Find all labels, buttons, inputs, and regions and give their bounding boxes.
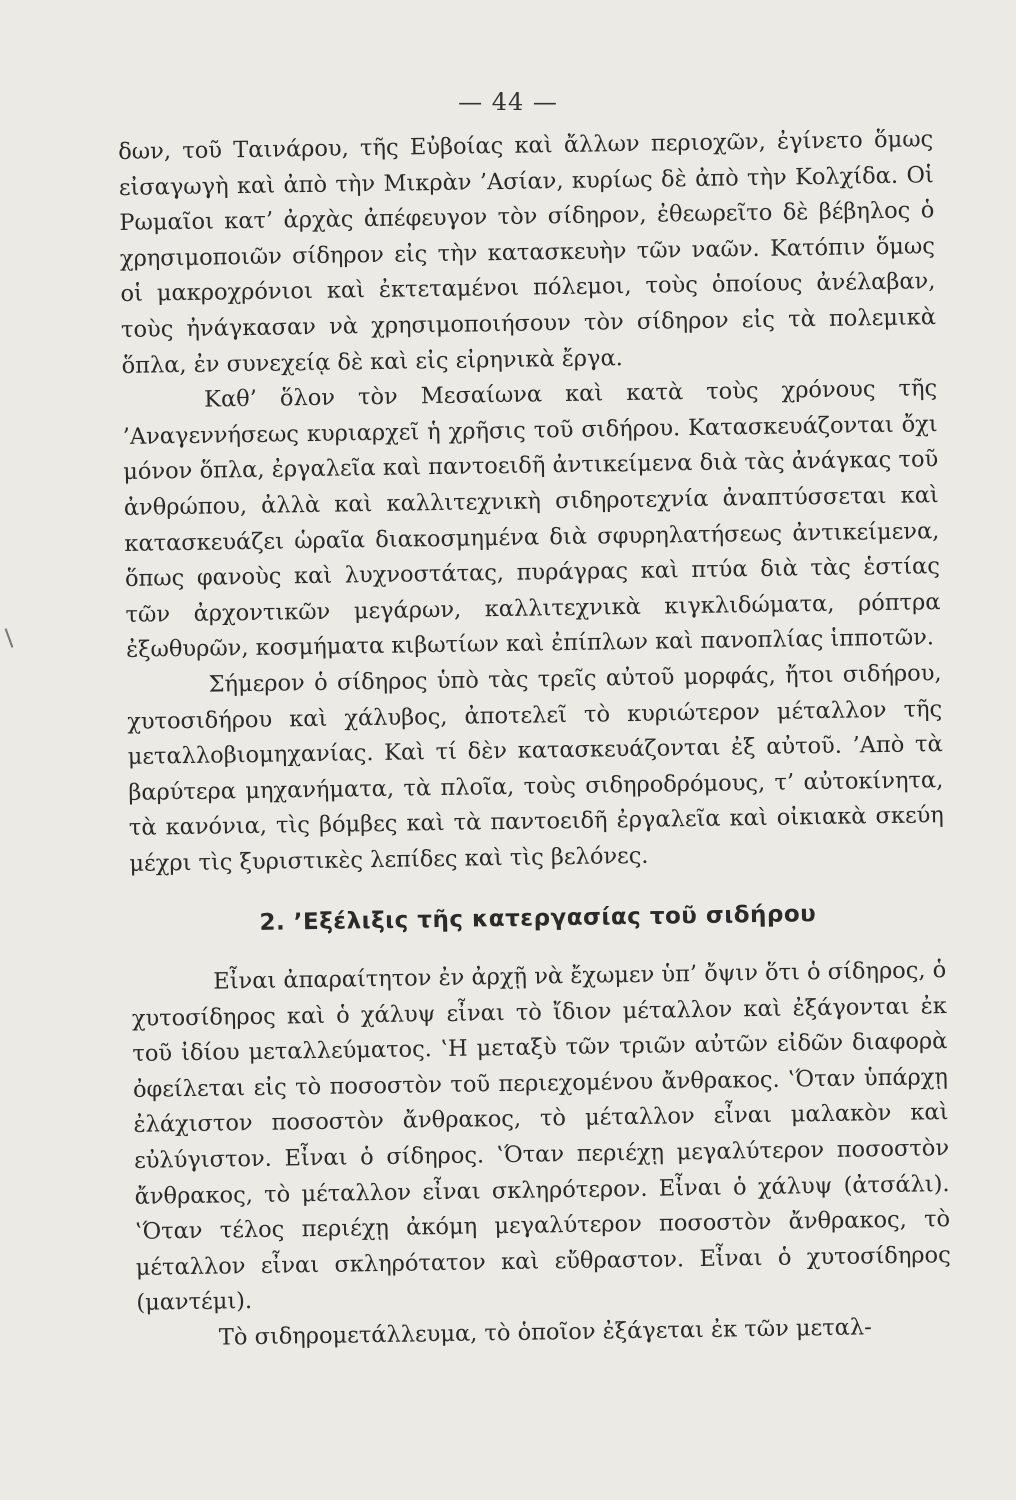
body-text [118, 122, 952, 1357]
paragraph-5: Τὸ σιδηρομετάλλευμα, τὸ ὁποῖον ἐξάγεται ἐκ τῶν μεταλ- [218, 1314, 872, 1351]
section-heading: 2. ’Εξέλιξις τῆς κατεργασίας τοῦ σιδήρου [259, 901, 817, 937]
paragraph-4: Εἶναι ἀπαραίτητον ἐν ἀρχῇ νὰ ἔχωμεν ὑπ’ ὄψιν ὅτι ὁ σίδηρος, ὁ χυτοσίδηρος καὶ ὁ χάλυψ εἶναι τὸ ἴδιον μέταλλον καὶ ἐξάγονται ἐκ τοῦ ἰδίου μεταλλεύματος. ‛Η μεταξὺ τῶν τριῶν αὐτῶν εἰδῶν διαφορὰ ὀφείλεται εἰς τὸ ποσοστὸν τοῦ περιεχομένου ἄνθρακος. ‛Όταν ὑπάρχῃ ἐλάχιστον ποσοστὸν ἄνθρακος, τὸ μέταλλον εἶναι μαλακὸν καὶ εὐλύγιστον. Εἶναι ὁ σίδηρος. ‛Όταν περιέχῃ μεγαλύτερον ποσοστὸν ἄνθρακος, τὸ μέταλλον εἶναι σκληρότερον. Εἶναι ὁ χάλυψ (ἀτσάλι). ‛Όταν τέλος περιέχῃ ἀκόμη μεγαλύτερον ποσοστὸν ἄνθρακος, τὸ μέταλλον εἶναι σκληρότατον καὶ εὔθραστον. Εἶναι ὁ χυτοσίδηρος (μαντέμι). [131, 957, 951, 1317]
paragraph-2: Καθ’ ὅλον τὸν Μεσαίωνα καὶ κατὰ τοὺς χρόνους τῆς ’Αναγεννήσεως κυριαρχεῖ ἡ χρῆσις τοῦ σιδήρου. Κατασκευάζονται ὄχι μόνον ὅπλα, ἐργαλεῖα καὶ παντοειδῆ ἀντικείμενα διὰ τὰς ἀνάγκας τοῦ ἀνθρώπου, ἀλλὰ καὶ καλλιτεχνικὴ σιδηροτεχνία ἀναπτύσσεται καὶ κατασκευάζει ὡραῖα διακοσμημένα διὰ σφυρηλατήσεως ἀντικείμενα, ὅπως φανοὺς καὶ λυχνοστάτας, πυράγρας καὶ πτύα διὰ τὰς ἑστίας τῶν ἀρχοντικῶν μεγάρων, καλλιτεχνικὰ κιγκλιδώματα, ρόπτρα ἐξωθυρῶν, κοσμήματα κιβωτίων καὶ ἐπίπλων καὶ πανοπλίας ἱπποτῶν. [122, 375, 941, 664]
paragraph-1: δων, τοῦ Ταινάρου, τῆς Εὐβοίας καὶ ἄλλων περιοχῶν, ἐγίνετο ὅμως εἰσαγωγὴ καὶ ἀπὸ τὴν Μικρὰν ’Ασίαν, κυρίως δὲ ἀπὸ τὴν Κολχίδα. Οἱ Ρωμαῖοι κατ’ ἀρχὰς ἀπέφευγον τὸν σίδηρον, ἐθεωρεῖτο δὲ βέβηλος ὁ χρησιμοποιῶν σίδηρον εἰς τὴν κατασκευὴν τῶν ναῶν. Κατόπιν ὅμως οἱ μακροχρόνιοι καὶ ἐκτεταμένοι πόλεμοι, τοὺς ὁποίους ἀνέλαβαν, τοὺς ἠνάγκασαν νὰ χρησιμοποιήσουν τὸν σίδηρον εἰς τὰ πολεμικὰ ὅπλα, ἐν συνεχείᾳ δὲ καὶ εἰς εἰρηνικὰ ἔργα. [118, 126, 937, 379]
paragraph-3: Σήμερον ὁ σίδηρος ὑπὸ τὰς τρεῖς αὐτοῦ μορφάς, ἤτοι σιδήρου, χυτοσιδήρου καὶ χάλυβος, ἀποτελεῖ τὸ κυριώτερον μέταλλον τῆς μεταλλοβιομηχανίας. Καὶ τί δὲν κατασκευάζονται ἐξ αὐτοῦ. ’Απὸ τὰ βαρύτερα μηχανήματα, τὰ πλοῖα, τοὺς σιδηροδρόμους, τ’ αὐτοκίνητα, τὰ κανόνια, τὶς βόμβες καὶ τὰ παντοειδῆ ἐργαλεῖα καὶ οἰκιακὰ σκεύη μέχρι τὶς ξυριστικὲς λεπίδες καὶ τὶς βελόνες. [127, 660, 944, 877]
margin-pencil-mark [5, 628, 14, 647]
page-number: — 44 — [458, 88, 558, 116]
